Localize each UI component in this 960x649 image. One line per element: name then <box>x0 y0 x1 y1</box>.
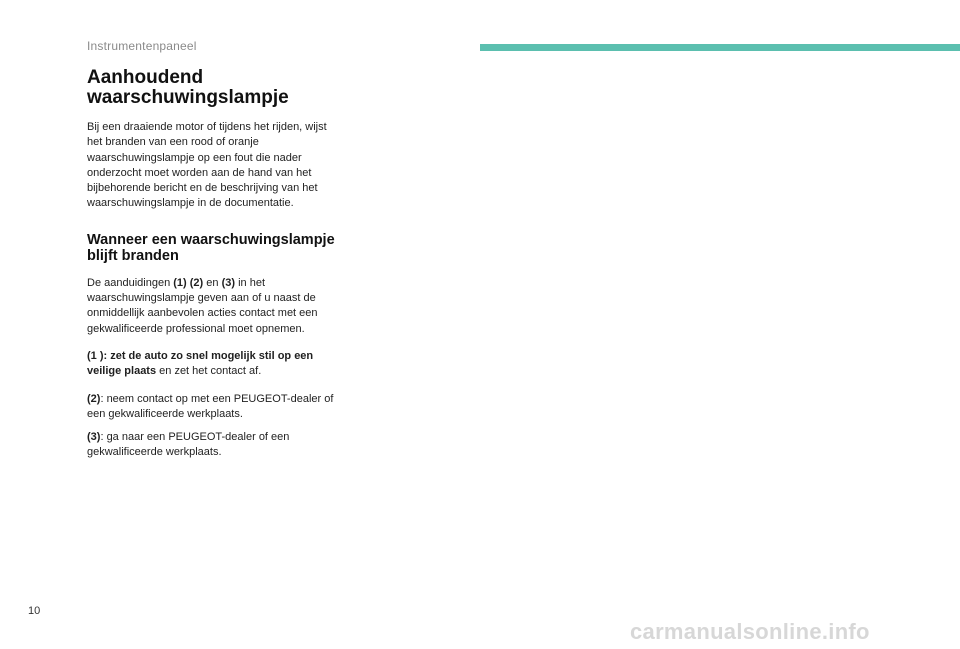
item-text: : neem contact op met een PEUGEOT-dealer of een gekwalificeerde werkplaats. <box>87 392 334 420</box>
item-code: (1 ) <box>87 349 104 362</box>
item-text: : ga naar een PEUGEOT-dealer of een gekwalificeerde werkplaats. <box>87 431 290 459</box>
code-2: (2) <box>189 276 204 289</box>
item-code: (3) <box>87 431 101 444</box>
item-2 <box>87 392 337 423</box>
watermark: carmanualsonline.info <box>630 619 870 644</box>
item-3 <box>87 430 337 461</box>
intro-paragraph: Bij een draaiende motor of tijdens het rijden, wijst het branden van een rood of oranje waarschuwingslampje op een fout die nader onderzocht moet worden aan de hand van het bijbehorende bericht en de beschrijving van het waarschuwingslampje in de documentatie. <box>87 121 327 210</box>
paragraph-text: De aanduidingen <box>87 276 174 289</box>
paragraph-text: en <box>203 276 222 289</box>
item-code: (2) <box>87 392 101 405</box>
section-header-bar <box>480 44 960 51</box>
section-label: Instrumentenpaneel <box>87 39 197 53</box>
item-bold-text: : zet de auto zo snel mogelijk stil op een veilige plaats <box>87 349 314 378</box>
page-number: 10 <box>28 605 41 617</box>
subheading: Wanneer een waarschuwingslampje blijft branden <box>87 231 335 264</box>
code-3: (3) <box>221 276 236 289</box>
main-content <box>87 68 337 473</box>
indications-paragraph <box>87 276 337 337</box>
item-text: en zet het contact af. <box>156 365 262 378</box>
item-1 <box>87 349 337 380</box>
paragraph-text: in het waarschuwingslampje geven aan of u naast de onmiddellijk aanbevolen acties contact met een gekwalificeerde professional moet opnemen. <box>87 276 318 335</box>
code-1: (1) <box>173 276 187 289</box>
page-heading: Aanhoudend waarschuwingslampje <box>87 67 289 108</box>
